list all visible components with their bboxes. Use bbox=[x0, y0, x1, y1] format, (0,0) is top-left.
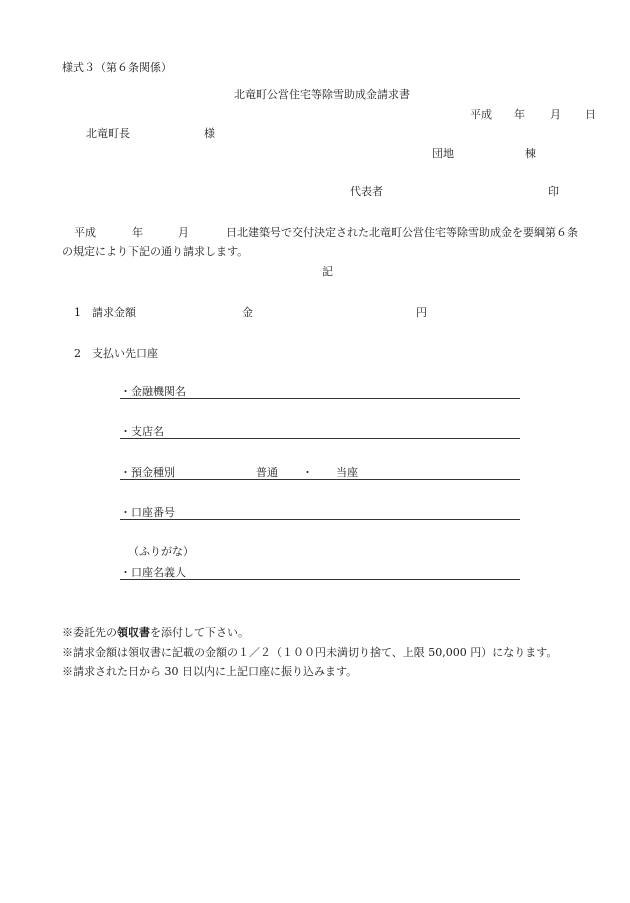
body-month-unit: 月 bbox=[178, 226, 189, 239]
account-type-futsu[interactable]: 普通 bbox=[256, 466, 278, 479]
date-era: 平成 bbox=[470, 108, 492, 121]
note-transfer: ※請求された日から 30 日以内に上記口座に振り込みます。 bbox=[62, 665, 358, 678]
item2-label: 支払い先口座 bbox=[92, 347, 158, 360]
document-title: 北竜町公営住宅等除雪助成金請求書 bbox=[234, 88, 410, 101]
body-year-unit: 年 bbox=[132, 226, 143, 239]
item1-kin: 金 bbox=[242, 306, 253, 319]
bank-underline bbox=[120, 398, 520, 399]
account-holder-underline bbox=[120, 579, 520, 580]
seal-label: 印 bbox=[548, 185, 559, 198]
ki-heading: 記 bbox=[322, 265, 333, 278]
addressee-honorific: 様 bbox=[204, 127, 215, 140]
danchi-label: 団地 bbox=[432, 147, 454, 160]
account-type-underline bbox=[120, 479, 520, 480]
representative-label: 代表者 bbox=[350, 185, 383, 198]
branch-label: ・支店名 bbox=[120, 425, 164, 438]
date-year-unit: 年 bbox=[514, 108, 525, 121]
bank-label: ・金融機関名 bbox=[120, 385, 186, 398]
date-day-unit: 日 bbox=[585, 108, 596, 121]
account-type-separator: ・ bbox=[302, 466, 313, 479]
note-receipt-bold: 領収書 bbox=[117, 626, 150, 639]
account-type-touza[interactable]: 当座 bbox=[336, 466, 358, 479]
body-line2: の規定により下記の通り請求します。 bbox=[62, 245, 249, 258]
branch-underline bbox=[120, 438, 520, 439]
note-receipt bbox=[62, 626, 249, 640]
building-label: 棟 bbox=[525, 147, 536, 160]
note-amount: ※請求金額は領収書に記載の金額の１／２（１００円未満切り捨て、上限 50,000 円）になります。 bbox=[62, 646, 558, 659]
date-month-unit: 月 bbox=[550, 108, 561, 121]
body-line1-rest: 日北建築号で交付決定された北竜町公営住宅等除雪助成金を要綱第６条 bbox=[226, 226, 578, 239]
item1-yen: 円 bbox=[416, 306, 427, 319]
item2-number: 2 bbox=[74, 347, 81, 360]
item1-label: 請求金額 bbox=[92, 306, 136, 319]
note-receipt-prefix: ※委託先の bbox=[62, 626, 117, 639]
account-type-label: ・預金種別 bbox=[120, 466, 175, 479]
form-number: 様式３（第６条関係） bbox=[62, 61, 172, 74]
account-holder-label: ・口座名義人 bbox=[120, 566, 186, 579]
account-number-underline bbox=[120, 519, 520, 520]
body-era: 平成 bbox=[74, 226, 96, 239]
note-receipt-suffix: を添付して下さい。 bbox=[150, 626, 249, 639]
furigana-label: （ふりがな） bbox=[128, 545, 194, 558]
addressee-name: 北竜町長 bbox=[86, 127, 130, 140]
account-number-label: ・口座番号 bbox=[120, 506, 175, 519]
item1-number: 1 bbox=[74, 306, 81, 319]
